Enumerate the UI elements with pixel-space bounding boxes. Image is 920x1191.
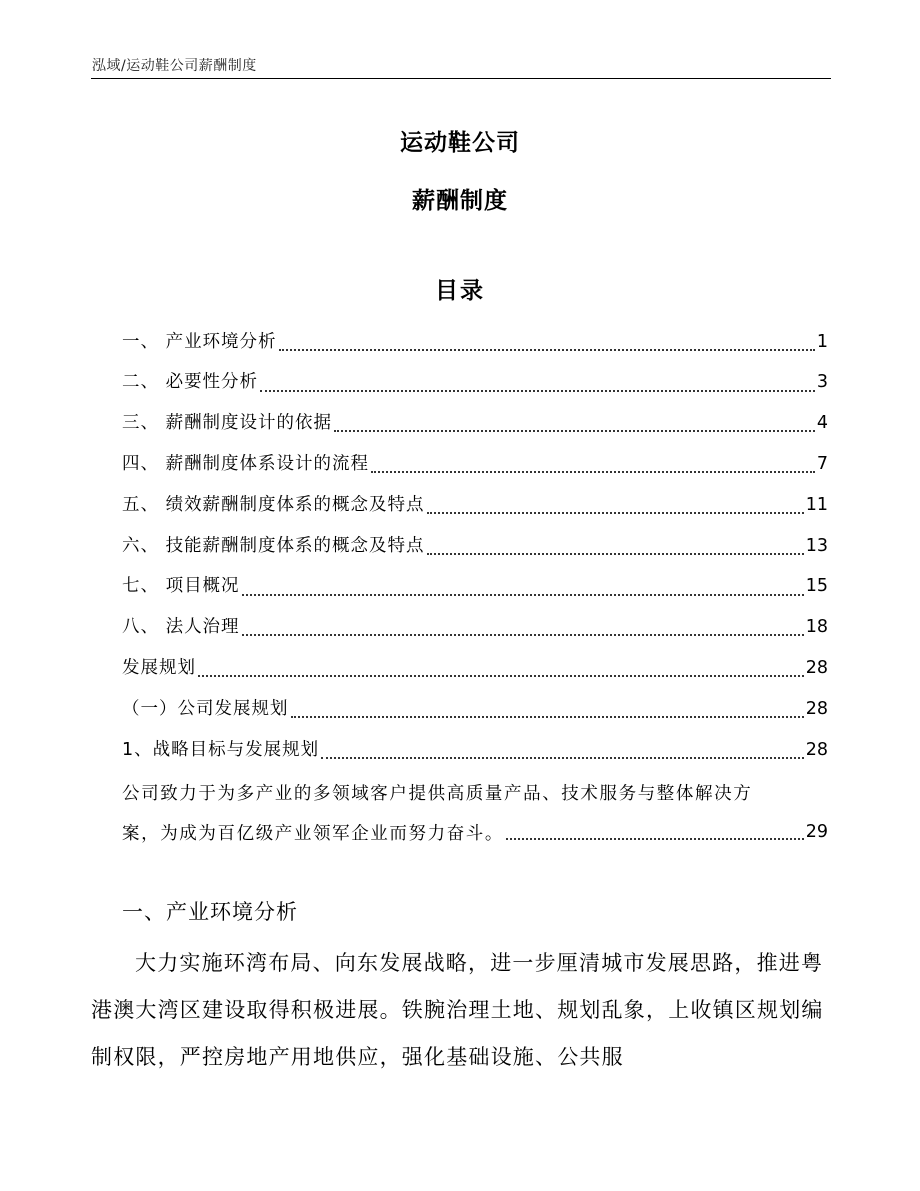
toc-entry[interactable] xyxy=(122,444,828,485)
toc-entry-label: 1、战略目标与发展规划 xyxy=(122,739,320,760)
toc-entry[interactable] xyxy=(122,648,828,689)
toc-leader-dots xyxy=(260,389,815,392)
toc-entry-page: 18 xyxy=(805,617,828,638)
document-title: 薪酬制度 xyxy=(412,188,508,214)
toc-entry-label: 一、 产业环境分析 xyxy=(122,331,277,352)
toc-entry-long-line2-row xyxy=(122,812,828,852)
toc-entry-long-line2: 案，为成为百亿级产业领军企业而努力奋斗。 xyxy=(122,823,504,844)
section-heading: 一、产业环境分析 xyxy=(122,900,298,924)
toc-leader-dots xyxy=(427,511,804,514)
toc-entry[interactable] xyxy=(122,730,828,771)
toc-entry-page: 15 xyxy=(805,576,828,597)
running-header: 泓域/运动鞋公司薪酬制度 xyxy=(92,58,257,74)
toc-leader-dots xyxy=(321,756,804,759)
toc-leader-dots xyxy=(371,470,815,473)
toc-leader-dots xyxy=(427,552,804,555)
toc-leader-dots xyxy=(334,429,815,432)
toc-entry-page: 3 xyxy=(816,372,828,393)
toc-leader-dots xyxy=(506,837,804,840)
toc-entry-page: 11 xyxy=(805,494,828,515)
toc-entry-label: 四、 薪酬制度体系设计的流程 xyxy=(122,454,370,475)
toc-leader-dots xyxy=(242,633,804,636)
toc-entry[interactable] xyxy=(122,526,828,567)
table-of-contents xyxy=(122,322,828,771)
toc-entry-label: 发展规划 xyxy=(122,658,196,679)
toc-leader-dots xyxy=(291,715,804,718)
toc-leader-dots xyxy=(279,348,815,351)
toc-entry-label: 八、 法人治理 xyxy=(122,617,240,638)
toc-heading: 目录 xyxy=(435,278,485,304)
document-title-company: 运动鞋公司 xyxy=(400,130,520,156)
toc-entry[interactable] xyxy=(122,485,828,526)
toc-entry-page: 7 xyxy=(816,454,828,475)
body-paragraph: 大力实施环湾布局、向东发展战略，进一步厘清城市发展思路，推进粤港澳大湾区建设取得积极进展。铁腕治理土地、规划乱象，上收镇区规划编制权限，严控房地产用地供应，强化基础设施、公共服 xyxy=(91,951,824,1069)
toc-entry-long-line1: 公司致力于为多产业的多领域客户提供高质量产品、技术服务与整体解决方 xyxy=(122,783,753,804)
toc-entry[interactable] xyxy=(122,322,828,363)
toc-entry-label: （一）公司发展规划 xyxy=(122,698,289,719)
toc-leader-dots xyxy=(242,593,804,596)
toc-entry-page: 28 xyxy=(805,658,828,679)
toc-entry-long[interactable] xyxy=(122,772,828,852)
toc-entry-label: 二、 必要性分析 xyxy=(122,372,259,393)
toc-leader-dots xyxy=(198,674,804,677)
toc-entry-label: 六、 技能薪酬制度体系的概念及特点 xyxy=(122,535,425,556)
toc-entry-page: 28 xyxy=(805,698,828,719)
toc-entry-page: 4 xyxy=(816,413,828,434)
toc-entry[interactable] xyxy=(122,608,828,649)
toc-entry[interactable] xyxy=(122,363,828,404)
toc-entry-label: 三、 薪酬制度设计的依据 xyxy=(122,413,333,434)
header-divider xyxy=(91,78,831,79)
toc-entry[interactable] xyxy=(122,689,828,730)
toc-entry[interactable] xyxy=(122,404,828,445)
toc-entry-page: 1 xyxy=(816,331,828,352)
toc-entry-page: 29 xyxy=(805,822,828,842)
toc-entry-label: 七、 项目概况 xyxy=(122,576,240,597)
toc-entry[interactable] xyxy=(122,567,828,608)
toc-entry-label: 五、 绩效薪酬制度体系的概念及特点 xyxy=(122,494,425,515)
toc-entry-page: 13 xyxy=(805,535,828,556)
toc-entry-page: 28 xyxy=(805,739,828,760)
